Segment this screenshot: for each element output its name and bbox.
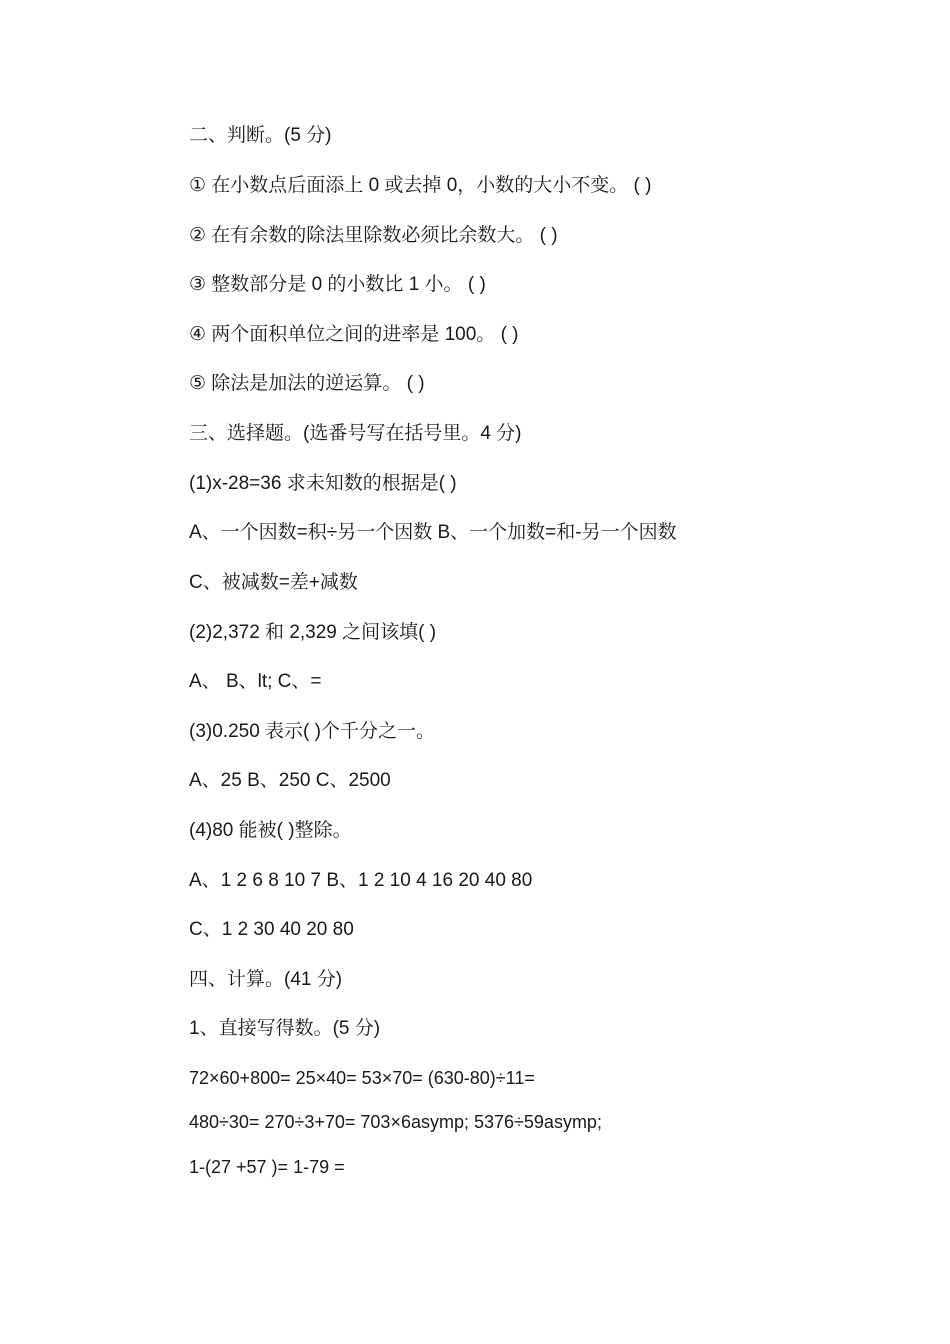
calc-subheading-1: 1、直接写得数。(5 分) [189,1018,381,1039]
calc-row-2: 480÷30= 270÷3+70= 703×6asymp; 5376÷59asymp; [189,1112,602,1132]
choice-question-4-options-ab: A、1 2 6 8 10 7 B、1 2 10 4 16 20 40 80 [189,870,533,891]
choice-question-1-options-ab: A、一个因数=积÷另一个因数 B、一个加数=和-另一个因数 [189,522,677,543]
choice-question-2: (2)2,372 和 2,329 之间该填( ) [189,622,437,643]
calc-row-1: 72×60+800= 25×40= 53×70= (630-80)÷11= [189,1068,535,1088]
judgement-item-1: ① 在小数点后面添上 0 或去掉 0，小数的大小不变。 ( ) [189,175,652,196]
choice-question-2-options: A、 B、lt; C、= [189,671,322,692]
choice-question-1-option-c: C、被减数=差+减数 [189,572,358,593]
judgement-item-4: ④ 两个面积单位之间的进率是 100。 ( ) [189,324,519,345]
section-3-heading: 三、选择题。(选番号写在括号里。4 分) [189,423,522,444]
section-4-heading: 四、计算。(41 分) [189,969,343,990]
choice-question-4-option-c: C、1 2 30 40 20 80 [189,919,354,940]
judgement-item-2: ② 在有余数的除法里除数必须比余数大。 ( ) [189,225,558,246]
choice-question-1: (1)x-28=36 求未知数的根据是( ) [189,473,457,494]
choice-question-3-options: A、25 B、250 C、2500 [189,770,391,791]
section-2-heading: 二、判断。(5 分) [189,125,332,146]
choice-question-3: (3)0.250 表示( )个千分之一。 [189,721,435,742]
judgement-item-3: ③ 整数部分是 0 的小数比 1 小。 ( ) [189,274,486,295]
judgement-item-5: ⑤ 除法是加法的逆运算。 ( ) [189,373,425,394]
calc-row-3: 1-(27 +57 )= 1-79 = [189,1157,345,1177]
choice-question-4: (4)80 能被( )整除。 [189,820,352,841]
